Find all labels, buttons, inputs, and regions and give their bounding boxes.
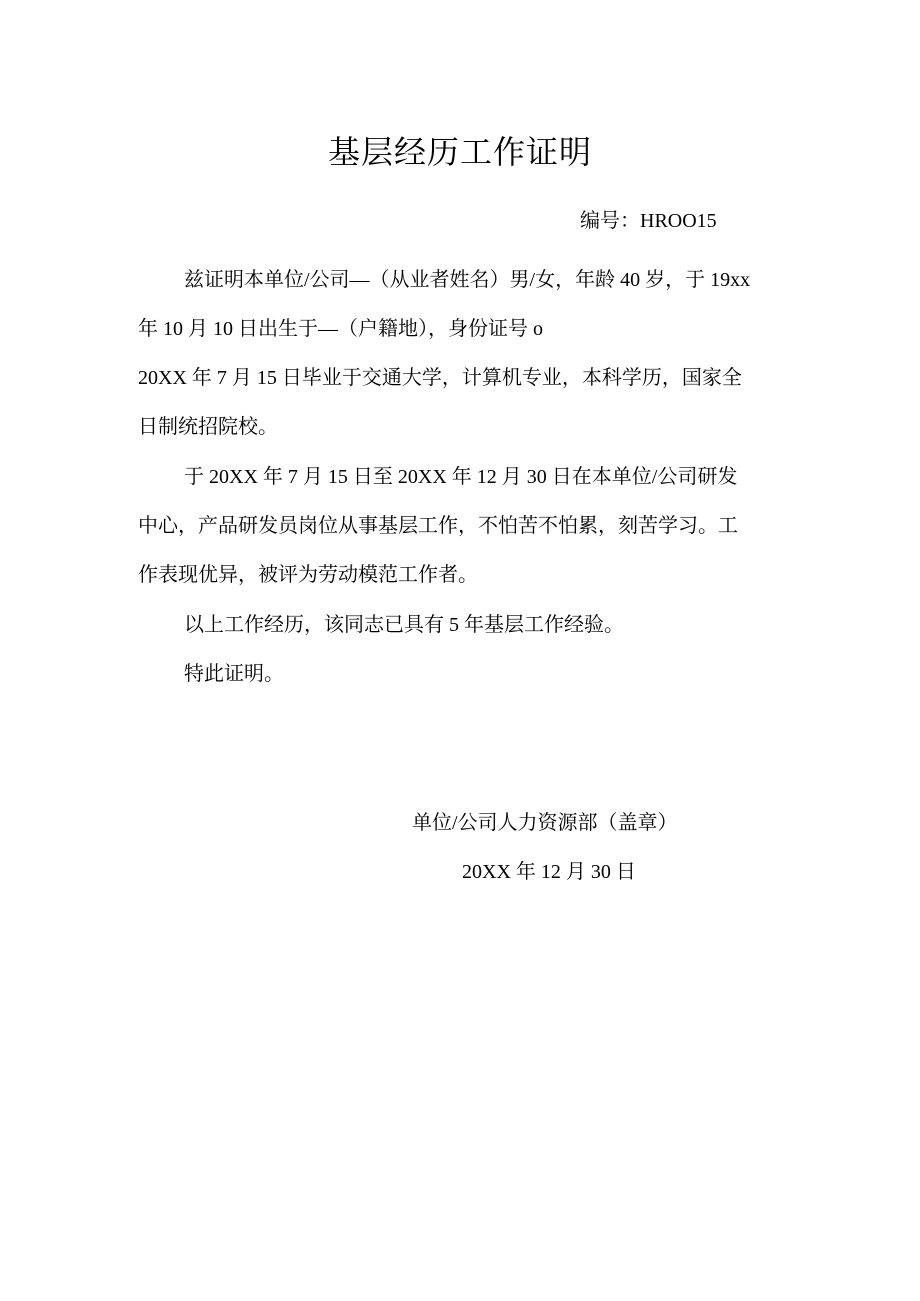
paragraph-1-line-3: 20XX 年 7 月 15 日毕业于交通大学，计算机专业，本科学历，国家全	[138, 367, 742, 389]
issuer-signature: 单位/公司人力资源部（盖章）	[412, 812, 678, 834]
document-title: 基层经历工作证明	[327, 134, 592, 170]
issue-date: 20XX 年 12 月 30 日	[462, 861, 636, 883]
paragraph-2-line-3: 作表现优异，被评为劳动模范工作者。	[138, 564, 478, 586]
paragraph-2-line-2: 中心，产品研发员岗位从事基层工作，不怕苦不怕累，刻苦学习。工	[138, 515, 738, 537]
paragraph-3: 以上工作经历，该同志已具有 5 年基层工作经验。	[184, 614, 624, 636]
paragraph-1-line-2: 年 10 月 10 日出生于—（户籍地），身份证号 o	[138, 318, 543, 340]
paragraph-1-line-1: 兹证明本单位/公司—（从业者姓名）男/女，年龄 40 岁，于 19xx	[184, 269, 751, 291]
document-number: 编号：HROO15	[580, 210, 717, 232]
closing-statement: 特此证明。	[184, 663, 284, 685]
paragraph-1-line-4: 日制统招院校。	[138, 416, 278, 438]
paragraph-2-line-1: 于 20XX 年 7 月 15 日至 20XX 年 12 月 30 日在本单位/公司研发	[184, 466, 738, 488]
